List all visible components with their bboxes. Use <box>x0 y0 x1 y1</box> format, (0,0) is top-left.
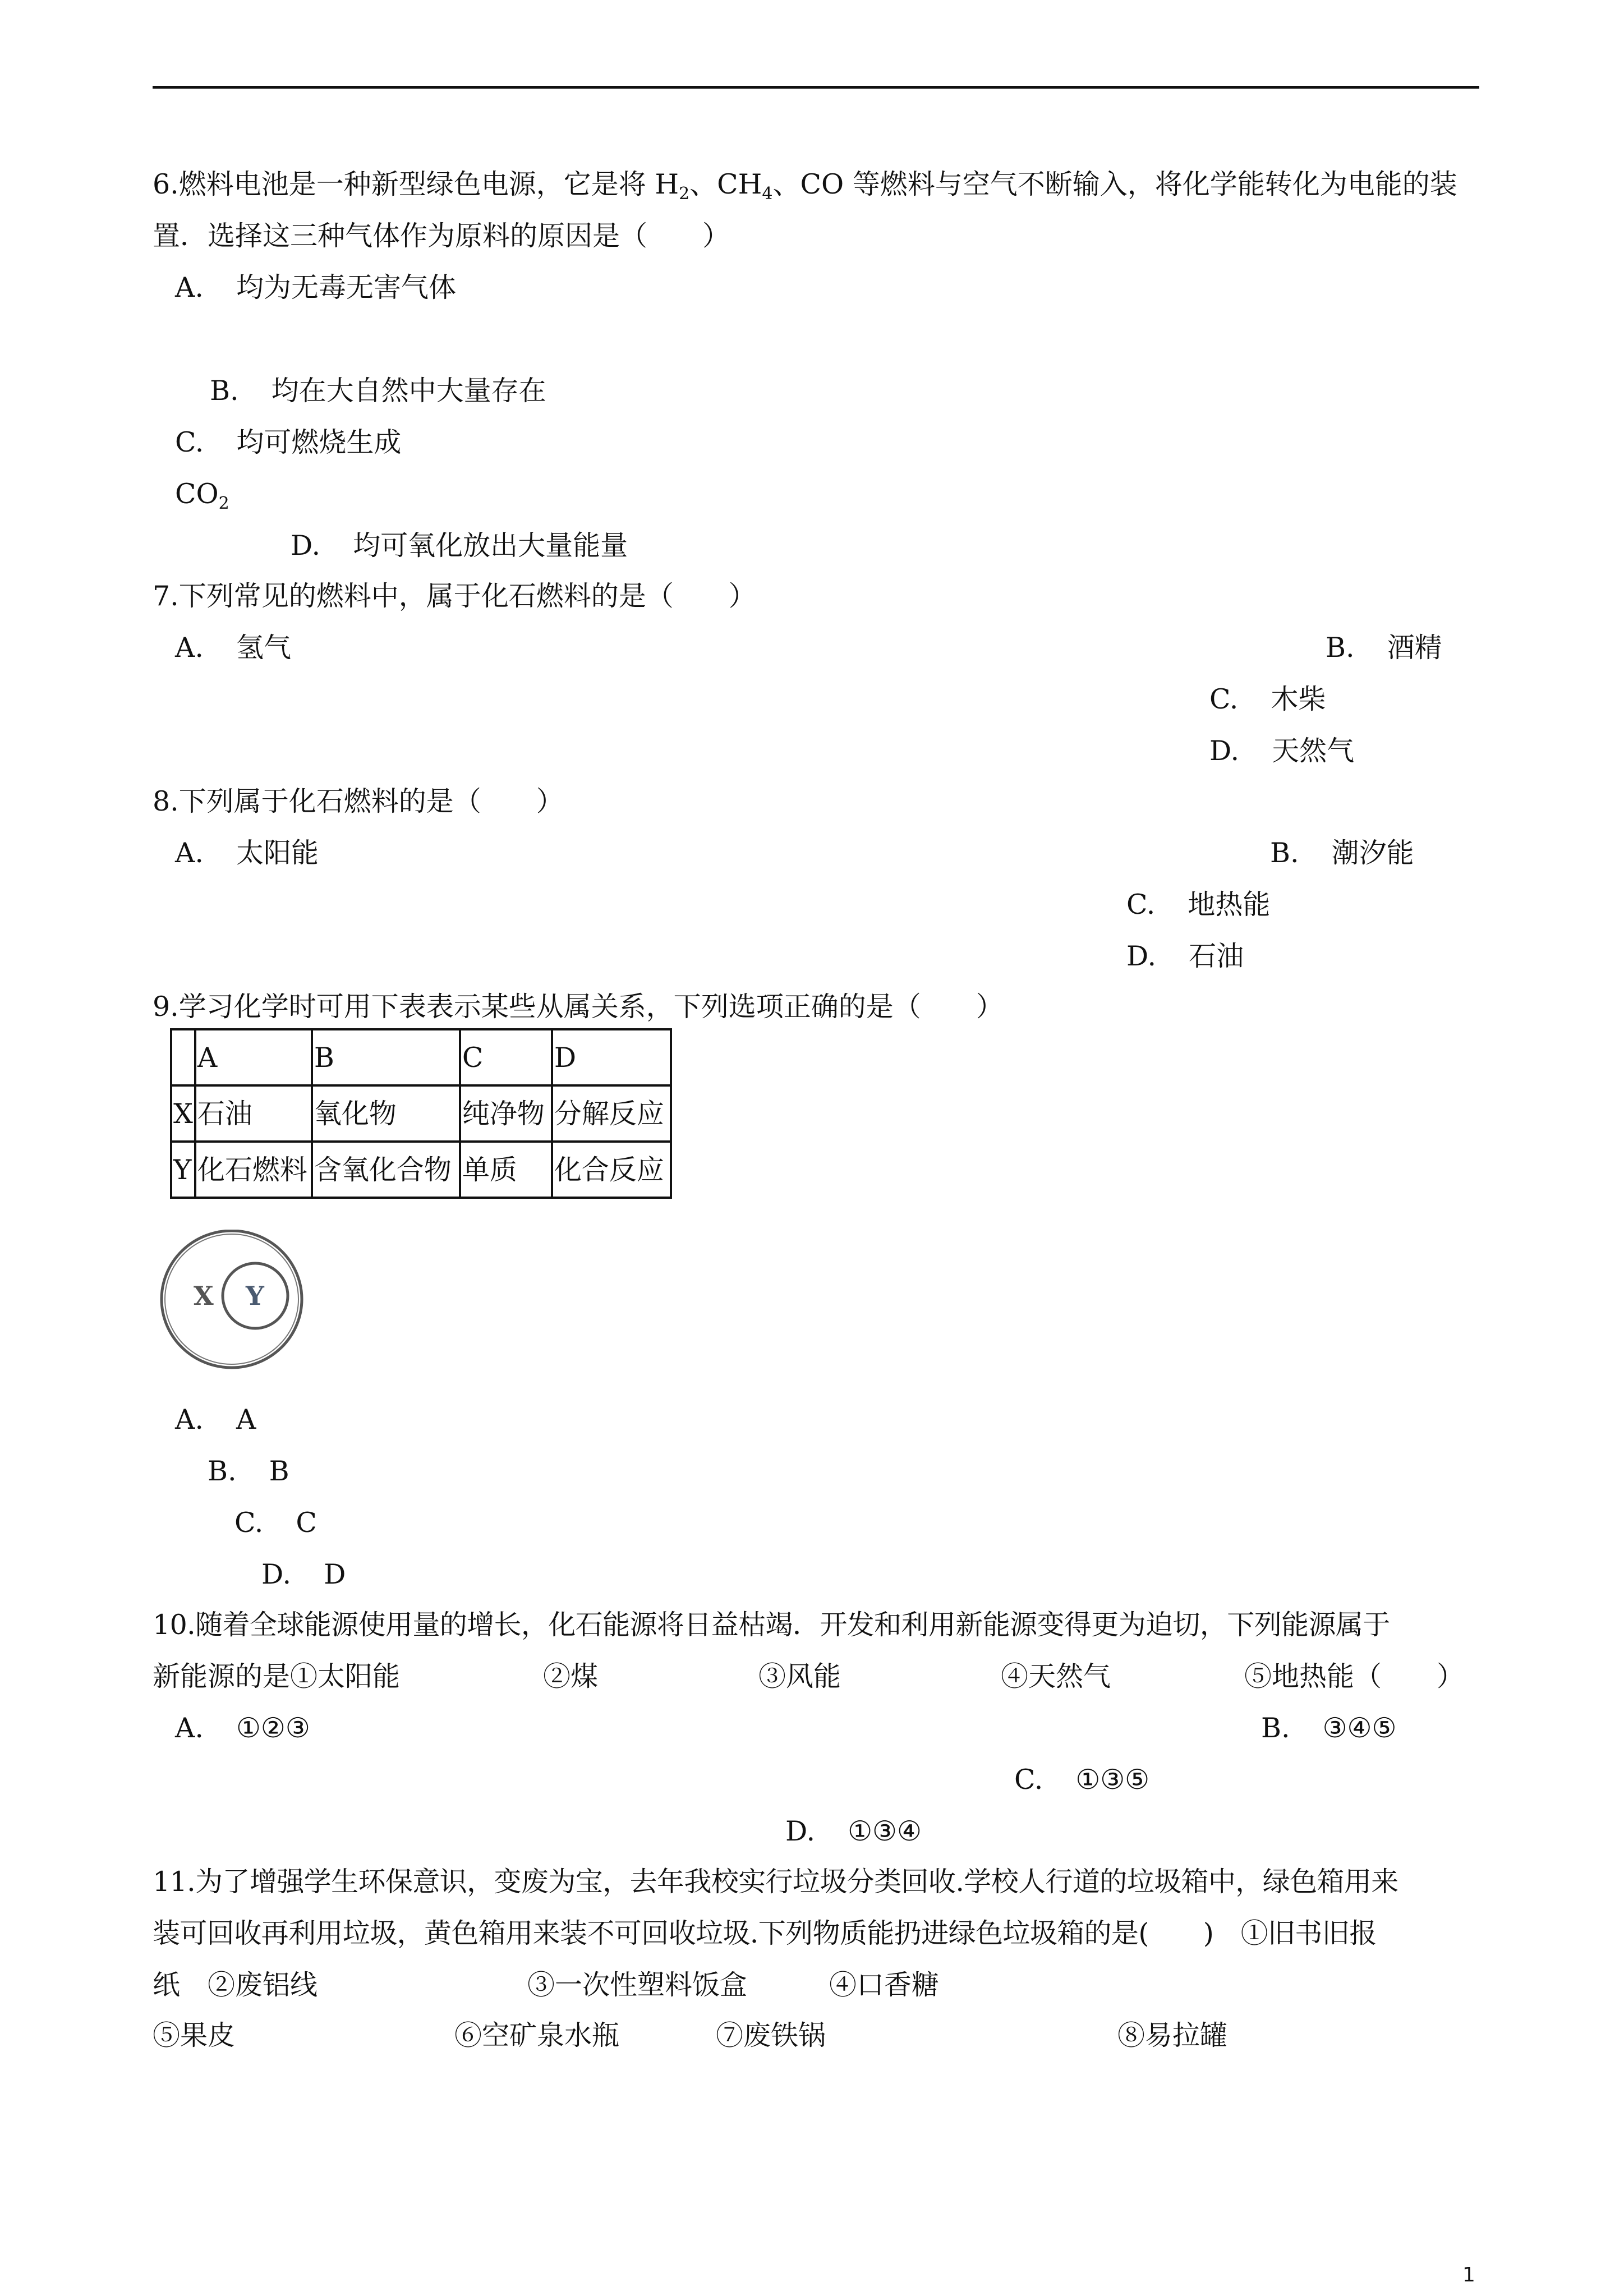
venn-diagram <box>159 1230 310 1370</box>
q6-stem-part: 、CH <box>689 168 762 200</box>
q10-item: ②煤 <box>543 1660 599 1692</box>
table-cell: 石油 <box>195 1085 312 1142</box>
q8-option-d[interactable] <box>1126 942 1244 970</box>
table-header-row <box>171 1029 671 1085</box>
option-text: ③④⑤ <box>1322 1712 1397 1744</box>
venn-outer-label: X <box>194 1281 214 1311</box>
table-cell: Y <box>171 1142 195 1198</box>
formula: CO <box>175 478 219 510</box>
q9-option-a[interactable] <box>175 1406 256 1433</box>
q9-option-d[interactable] <box>261 1558 346 1590</box>
option-text: 均可燃烧生成 <box>236 426 402 458</box>
q11-item: ④口香糖 <box>829 1969 940 2001</box>
q9-stem: 9.学习化学时可用下表表示某些从属关系，下列选项正确的是（ ） <box>153 991 1004 1023</box>
q9-table <box>170 1028 672 1199</box>
q6-stem-part: 6.燃料电池是一种新型绿色电源，它是将 H <box>153 168 679 200</box>
option-text: 石油 <box>1189 940 1244 972</box>
option-text: 木柴 <box>1271 683 1326 715</box>
table-cell: 分解反应 <box>552 1085 671 1142</box>
q7-option-b[interactable] <box>1326 632 1442 664</box>
option-letter: C. <box>1209 683 1239 715</box>
table-row <box>171 1085 671 1142</box>
option-letter: D. <box>1126 940 1157 972</box>
option-letter: D. <box>261 1558 292 1590</box>
q8-option-c[interactable] <box>1126 889 1271 921</box>
table-cell: 氧化物 <box>312 1085 460 1142</box>
subscript: 2 <box>679 184 690 204</box>
option-text: C <box>296 1507 317 1539</box>
header-rule <box>153 86 1479 89</box>
table-cell: D <box>552 1029 671 1085</box>
table-row <box>171 1142 671 1198</box>
q10-item: ③风能 <box>758 1660 841 1692</box>
q10-option-d[interactable] <box>785 1815 922 1847</box>
table-cell: 化合反应 <box>552 1142 671 1198</box>
option-text: 太阳能 <box>236 837 319 869</box>
option-text: 天然气 <box>1272 735 1355 767</box>
q10-item: 新能源的是①太阳能 <box>153 1660 401 1692</box>
option-text: 均为无毒无害气体 <box>236 272 456 303</box>
venn-inner-label: Y <box>246 1281 264 1311</box>
table-cell: 化石燃料 <box>195 1142 312 1198</box>
q8-stem: 8.下列属于化石燃料的是（ ） <box>153 785 564 817</box>
q7-option-c[interactable] <box>1209 685 1326 713</box>
option-text: 氢气 <box>236 632 291 664</box>
q8-option-b[interactable] <box>1270 839 1414 867</box>
q9-option-c[interactable] <box>234 1507 317 1539</box>
q6-stem-line1 <box>153 168 1457 204</box>
option-text: D <box>324 1558 346 1590</box>
option-letter: D. <box>291 530 321 562</box>
q11-item: ③一次性塑料饭盒 <box>527 1969 748 2001</box>
option-letter: A. <box>175 837 204 869</box>
subscript: 2 <box>218 494 229 513</box>
q7-option-a[interactable] <box>175 632 291 664</box>
q10-stem-line1: 10.随着全球能源使用量的增长，化石能源将日益枯竭．开发和利用新能源变得更为迫切，下列能源属于 <box>153 1609 1390 1641</box>
q8-option-a[interactable] <box>175 839 319 867</box>
option-letter: B. <box>210 375 239 407</box>
option-text: ①③⑤ <box>1075 1764 1150 1796</box>
table-cell: B <box>312 1029 460 1085</box>
option-text: ①②③ <box>236 1712 310 1744</box>
option-text: ①③④ <box>848 1815 922 1847</box>
venn-outer-circle <box>162 1231 302 1368</box>
table-cell: 纯净物 <box>460 1085 552 1142</box>
q10-option-b[interactable] <box>1261 1714 1396 1742</box>
q9-option-b[interactable] <box>208 1457 289 1485</box>
table-cell: X <box>171 1085 195 1142</box>
table-cell: A <box>195 1029 312 1085</box>
table-cell: C <box>460 1029 552 1085</box>
option-text: 地热能 <box>1188 889 1271 921</box>
subscript: 4 <box>762 184 773 204</box>
q11-stem-line2: 装可回收再利用垃圾，黄色箱用来装不可回收垃圾.下列物质能扔进绿色垃圾箱的是( ) ①旧书旧报 <box>153 1917 1377 1949</box>
option-letter: B. <box>1270 837 1299 869</box>
option-letter: C. <box>175 426 204 458</box>
option-letter: B. <box>208 1455 237 1487</box>
q11-item: ⑧易拉罐 <box>1117 2019 1228 2051</box>
table-cell <box>171 1029 195 1085</box>
option-text: 潮汐能 <box>1331 837 1414 869</box>
option-text: 均在大自然中大量存在 <box>271 375 546 407</box>
option-letter: D. <box>785 1815 816 1847</box>
q6-option-a[interactable] <box>175 274 456 301</box>
q7-stem: 7.下列常见的燃料中，属于化石燃料的是（ ） <box>153 580 756 612</box>
option-text: 均可氧化放出大量能量 <box>353 530 628 562</box>
q10-option-a[interactable] <box>175 1714 310 1742</box>
q6-stem-part: 、CO 等燃料与空气不断输入，将化学能转化为电能的装 <box>772 168 1457 200</box>
option-letter: C. <box>234 1507 264 1539</box>
q11-item: ⑦废铁锅 <box>716 2019 826 2051</box>
q6-option-c[interactable] <box>175 426 402 458</box>
option-letter: B. <box>1261 1712 1290 1744</box>
q6-stem-line2: 置．选择这三种气体作为原料的原因是（ ） <box>153 220 730 252</box>
option-letter: D. <box>1209 735 1240 767</box>
option-text: A <box>236 1404 256 1435</box>
option-letter: A. <box>175 272 204 303</box>
q11-item: ⑥空矿泉水瓶 <box>454 2019 620 2051</box>
option-text: 酒精 <box>1387 632 1442 664</box>
q6-option-d[interactable] <box>291 530 628 562</box>
venn-outer-circle-inner-edge <box>165 1234 298 1364</box>
option-letter: A. <box>175 1712 204 1744</box>
option-letter: B. <box>1326 632 1355 664</box>
option-text: B <box>269 1455 289 1487</box>
q10-item: ⑤地热能（ ） <box>1244 1660 1465 1692</box>
option-letter: C. <box>1126 889 1156 921</box>
q10-item: ④天然气 <box>1001 1660 1111 1692</box>
table-cell: 含氧化合物 <box>312 1142 460 1198</box>
table-cell: 单质 <box>460 1142 552 1198</box>
q11-item: ⑤果皮 <box>153 2019 236 2051</box>
page-number: 1 <box>1462 2263 1475 2286</box>
q10-option-c[interactable] <box>1014 1764 1150 1796</box>
option-letter: C. <box>1014 1764 1043 1796</box>
q6-option-c-continuation <box>175 478 229 513</box>
q11-stem-line1: 11.为了增强学生环保意识，变废为宝，去年我校实行垃圾分类回收.学校人行道的垃圾箱中，绿色箱用来 <box>153 1866 1398 1898</box>
option-letter: A. <box>175 1404 204 1435</box>
q7-option-d[interactable] <box>1209 737 1354 765</box>
q6-option-b[interactable] <box>210 375 546 407</box>
q11-item: 纸 ②废铝线 <box>153 1969 318 2001</box>
option-letter: A. <box>175 632 204 664</box>
